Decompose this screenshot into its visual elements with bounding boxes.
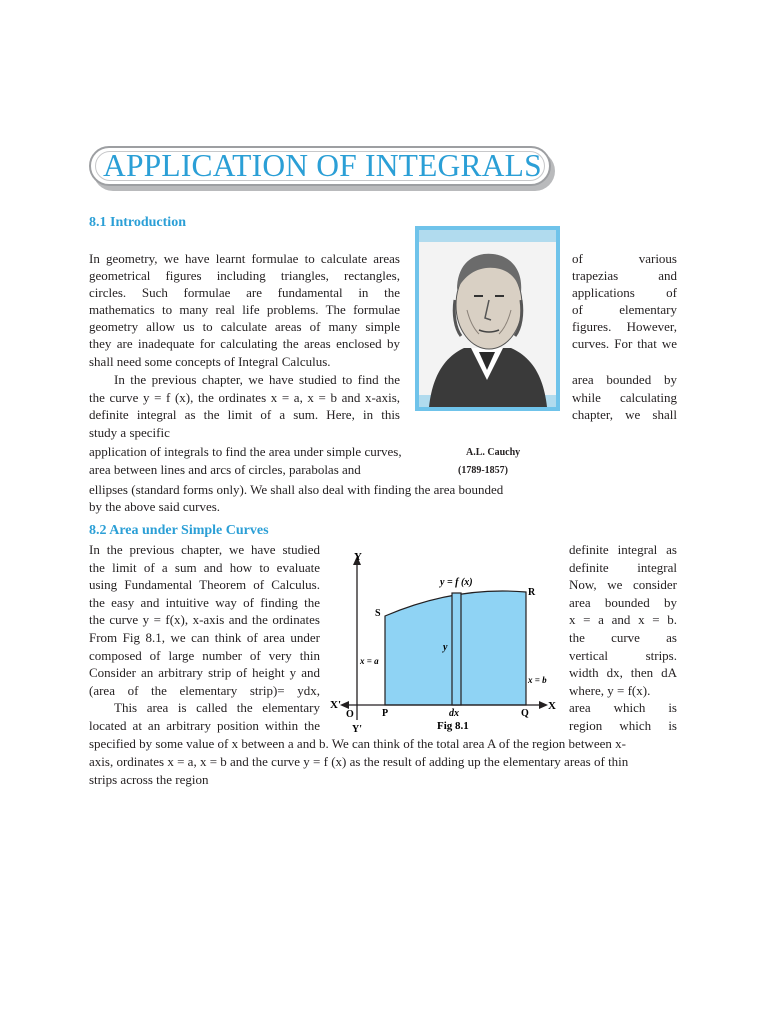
text-line: study a specific (89, 425, 170, 440)
portrait-years: (1789-1857) (458, 465, 508, 476)
text-line: trapezias and (572, 268, 677, 283)
text-line: of various (572, 251, 677, 266)
figure-8-1 (330, 548, 562, 734)
text-line: of elementary (572, 302, 677, 317)
section-heading-area-under-curves: 8.2 Area under Simple Curves (89, 523, 269, 538)
portrait-image (419, 230, 556, 407)
label-y-axis: Y (354, 551, 362, 563)
text-line: the curve y = f (x), the ordinates x = a, x = b and x-axis, (89, 390, 400, 405)
text-line: area bounded by (569, 595, 677, 610)
text-line: definite integral (569, 560, 677, 575)
label-x-eq-a: x = a (360, 656, 379, 666)
text-line: definite integral as (569, 542, 677, 557)
text-line: chapter, we shall (572, 407, 677, 422)
text-line: In geometry, we have learnt formulae to calculate areas (89, 251, 400, 266)
text-line: where, y = f(x). (569, 683, 651, 698)
text-line: (area of the elementary strip)= ydx, (89, 683, 320, 698)
text-line: vertical strips. (569, 648, 677, 663)
text-line: composed of large number of very thin (89, 648, 320, 663)
text-line: application of integrals to find the area under simple curves, (89, 444, 402, 459)
label-point-s: S (375, 608, 381, 619)
text-line: width dx, then dA (569, 665, 677, 680)
text-line: area bounded by (572, 372, 677, 387)
figure-caption: Fig 8.1 (437, 720, 469, 732)
text-line: axis, ordinates x = a, x = b and the curve y = f (x) as the result of adding up the elementary areas of thin (89, 754, 629, 769)
section-heading-introduction: 8.1 Introduction (89, 215, 186, 230)
x-axis-neg-arrow (340, 701, 349, 709)
label-point-r: R (528, 587, 536, 598)
label-x-axis: X (548, 700, 556, 712)
text-line: by the above said curves. (89, 499, 221, 514)
text-line: In the previous chapter, we have studied (89, 542, 320, 557)
label-x-neg: X' (330, 699, 341, 711)
text-line: using Fundamental Theorem of Calculus. (89, 577, 320, 592)
text-line: geometrical figures including triangles, rectangles, (89, 268, 400, 283)
text-line: Consider an arbitrary strip of height y and (89, 665, 320, 680)
label-curve: y = f (x) (440, 577, 473, 588)
label-x-eq-b: x = b (528, 675, 547, 685)
elementary-strip (452, 593, 461, 705)
text-line: they are inadequate for calculating the areas enclosed by (89, 336, 400, 351)
text-line: definite integral as the limit of a sum. Here, in this (89, 407, 400, 422)
chapter-title: APPLICATION OF INTEGRALS (103, 148, 542, 183)
text-line: circles. Such formulae are fundamental in the (89, 285, 400, 300)
text-line: geometry allow us to calculate areas of many simple (89, 319, 400, 334)
text-line: the curve as (569, 630, 677, 645)
text-line: applications of (572, 285, 677, 300)
portrait-name: A.L. Cauchy (466, 447, 521, 458)
text-line: region which is (569, 718, 677, 733)
label-origin: O (346, 709, 354, 720)
text-line: figures. However, (572, 319, 677, 334)
text-line: From Fig 8.1, we can think of area under (89, 630, 320, 645)
label-point-p: P (382, 708, 389, 719)
text-line: area between lines and arcs of circles, parabolas and (89, 462, 361, 477)
text-line: while calculating (572, 390, 677, 405)
text-line: area which is (569, 700, 677, 715)
text-line: specified by some value of x between a and b. We can think of the total area A of the region between x- (89, 736, 626, 751)
text-line: ellipses (standard forms only). We shall also deal with finding the area bounded (89, 482, 504, 497)
text-line: Now, we consider (569, 577, 677, 592)
text-line: the easy and intuitive way of finding the (89, 595, 320, 610)
x-axis-arrow (539, 701, 548, 709)
cauchy-portrait (415, 226, 560, 411)
text-line: located at an arbitrary position within the (89, 718, 320, 733)
text-line: strips across the region (89, 772, 209, 787)
label-y-neg: Y' (352, 724, 362, 734)
label-point-q: Q (521, 708, 529, 719)
text-line: mathematics to many real life problems. The formulae (89, 302, 400, 317)
label-dx: dx (449, 708, 459, 719)
text-line: x = a and x = b. (569, 612, 677, 627)
label-strip-height: y (443, 642, 448, 653)
text-line: curves. For that we (572, 336, 677, 351)
text-line: shall need some concepts of Integral Calculus. (89, 354, 331, 369)
text-line: the limit of a sum and how to evaluate (89, 560, 320, 575)
text-line: In the previous chapter, we have studied to find the (114, 372, 400, 387)
text-line: the curve y = f(x), x-axis and the ordinates (89, 612, 320, 627)
text-line: This area is called the elementary (114, 700, 320, 715)
